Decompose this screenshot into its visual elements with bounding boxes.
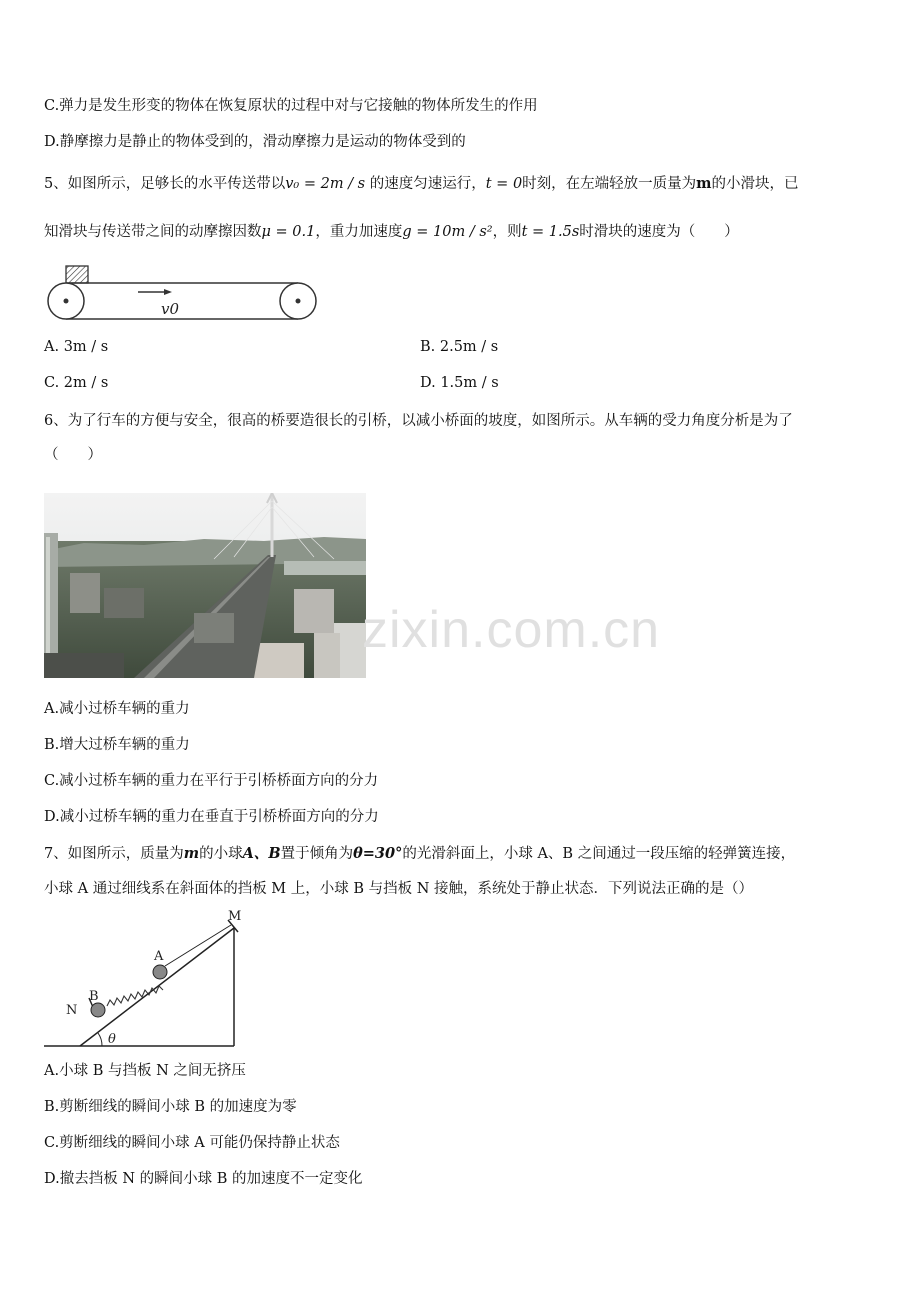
q5-mu: μ = 0.1	[261, 224, 316, 240]
q5-v0: v₀ = 2m / s	[285, 176, 366, 192]
q5-text: 5、如图所示，足够长的水平传送带以	[44, 176, 286, 192]
q6-option-b: B.增大过桥车辆的重力	[44, 737, 190, 753]
q7-mass: m	[183, 845, 200, 862]
ball-b	[91, 1003, 105, 1017]
watermark: zixin.com.cn	[362, 601, 661, 659]
q7-option-b: B.剪断细线的瞬间小球 B 的加速度为零	[44, 1099, 297, 1115]
q5-option-b: B. 2.5m / s	[420, 339, 499, 355]
q5-option-c: C. 2m / s	[44, 375, 109, 391]
q4-option-c: C.弹力是发生形变的物体在恢复原状的过程中对与它接触的物体所发生的作用	[44, 98, 538, 114]
q7-option-d: D.撤去挡板 N 的瞬间小球 B 的加速度不一定变化	[44, 1171, 363, 1187]
q6-stem-line2: （ ）	[44, 447, 102, 463]
q5-option-d: D. 1.5m / s	[420, 375, 499, 391]
velocity-arrow-head	[164, 289, 172, 295]
slider-block	[66, 266, 88, 283]
q5-g: g = 10m / s²	[402, 224, 493, 240]
label-b: B	[89, 989, 99, 1004]
q5-mass: m	[696, 175, 712, 192]
q5-text: ，则	[492, 224, 522, 240]
q7-option-c: C.剪断细线的瞬间小球 A 可能仍保持静止状态	[44, 1135, 340, 1151]
q7-text: 7、如图所示，质量为	[44, 846, 184, 862]
label-n: N	[66, 1003, 78, 1018]
q5-text: 的速度匀速运行，	[369, 176, 486, 192]
q5-text: 时滑块的速度为（ ）	[579, 224, 739, 240]
q6-option-a: A.减小过桥车辆的重力	[44, 701, 190, 717]
q7-text: 置于倾角为	[280, 846, 354, 862]
velocity-label: v0	[161, 300, 180, 318]
q7-stem-line2: 小球 A 通过细线系在斜面体的挡板 M 上，小球 B 与挡板 N 接触，系统处于静止状态．下列说法正确的是（）	[44, 881, 754, 897]
q7-balls: A、B	[242, 845, 281, 862]
q4-option-d: D.静摩擦力是静止的物体受到的，滑动摩擦力是运动的物体受到的	[44, 134, 466, 150]
bridge-photo	[44, 493, 366, 678]
q5-text: 知滑块与传送带之间的动摩擦因数	[44, 224, 262, 240]
angle-arc	[98, 1033, 102, 1046]
q6-option-d: D.减小过桥车辆的重力在垂直于引桥桥面方向的分力	[44, 809, 379, 825]
q7-angle: θ=30°	[353, 845, 403, 862]
q7-stem-line1	[44, 844, 795, 864]
label-a: A	[154, 949, 164, 964]
string	[165, 925, 231, 966]
q6-option-c: C.减小过桥车辆的重力在平行于引桥桥面方向的分力	[44, 773, 379, 789]
q7-option-a: A.小球 B 与挡板 N 之间无挤压	[44, 1063, 246, 1079]
q5-t: t = 1.5s	[521, 224, 580, 240]
ball-a	[153, 965, 167, 979]
q5-text: 的小滑块，已	[711, 176, 799, 192]
q5-t0: t = 0	[485, 176, 523, 192]
q5-stem-line2	[44, 222, 739, 242]
incline-surface	[80, 928, 234, 1046]
q5-text: ，重力加速度	[315, 224, 403, 240]
right-roller-axle	[296, 299, 301, 304]
q7-text: 的光滑斜面上，小球 A、B 之间通过一段压缩的轻弹簧连接，	[402, 846, 796, 862]
q5-option-a: A. 3m / s	[44, 339, 109, 355]
conveyor-figure	[44, 262, 320, 324]
incline-figure	[44, 906, 254, 1050]
label-m: M	[228, 909, 242, 924]
left-roller-axle	[64, 299, 69, 304]
q6-stem-line1: 6、为了行车的方便与安全，很高的桥要造很长的引桥，以减小桥面的坡度，如图所示。从车辆的受力角度分析是为了	[44, 413, 793, 429]
q5-stem-line1	[44, 174, 799, 194]
q5-text: 时刻，在左端轻放一质量为	[522, 176, 697, 192]
label-theta: θ	[108, 1032, 116, 1047]
q7-text: 的小球	[199, 846, 243, 862]
